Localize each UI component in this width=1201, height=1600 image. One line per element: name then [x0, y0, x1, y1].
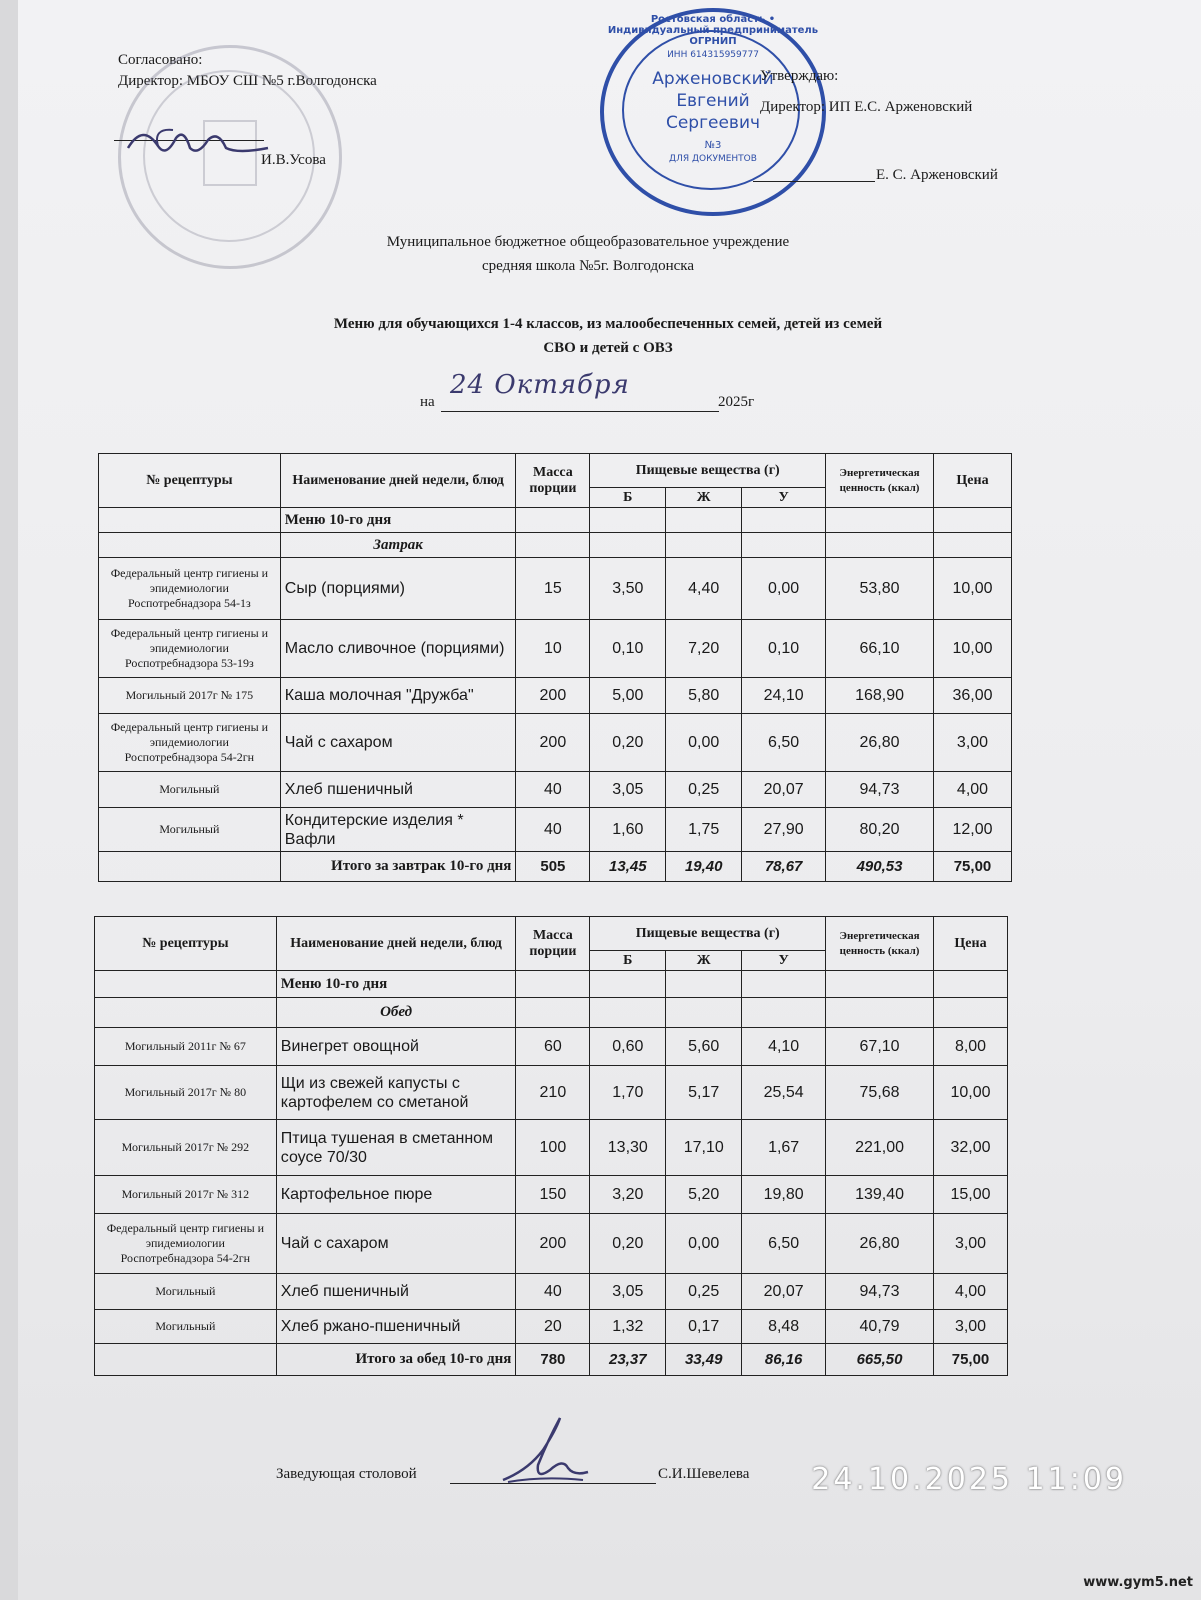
carbs: 25,54 — [742, 1066, 826, 1120]
mass: 40 — [516, 1274, 590, 1310]
header-u: У — [742, 951, 826, 971]
header-nutrients: Пищевые вещества (г) — [590, 917, 826, 951]
site-watermark: www.gym5.net — [1083, 1575, 1193, 1590]
table-row — [99, 808, 1012, 852]
recipe-source: Могильный 2017г № 80 — [95, 1066, 277, 1120]
recipe-source: Могильный — [95, 1310, 277, 1344]
approval-right-label: Утверждаю: — [760, 68, 839, 84]
recipe-source: Федеральный центр гигиены и эпидемиологии Роспотребнадзора 54-2гн — [95, 1214, 277, 1274]
recipe-source: Федеральный центр гигиены и эпидемиологии Роспотребнадзора 54-2гн — [99, 714, 281, 772]
signature-line-right — [753, 181, 875, 182]
table-row — [99, 714, 1012, 772]
dish-name: Хлеб ржано-пшеничный — [276, 1310, 516, 1344]
energy: 94,73 — [826, 1274, 934, 1310]
date-suffix: 2025г — [718, 394, 755, 410]
approval-right — [760, 66, 972, 118]
approval-right-position: Директор: ИП Е.С. Арженовский — [760, 99, 973, 115]
stamp-for-docs: ДЛЯ ДОКУМЕНТОВ — [669, 154, 757, 164]
signature-left-icon — [118, 118, 278, 168]
mass: 15 — [516, 558, 590, 620]
carbs: 0,10 — [742, 620, 826, 678]
recipe-source: Федеральный центр гигиены и эпидемиологии Роспотребнадзора 54-1з — [99, 558, 281, 620]
fat: 5,60 — [666, 1028, 742, 1066]
date-handwritten: 24 Октября — [450, 370, 630, 400]
protein: 0,20 — [590, 714, 666, 772]
carbs: 20,07 — [742, 1274, 826, 1310]
protein: 1,60 — [590, 808, 666, 852]
header-nutrients: Пищевые вещества (г) — [590, 454, 826, 488]
price: 10,00 — [934, 558, 1012, 620]
approval-right-signer: Е. С. Арженовский — [876, 167, 998, 183]
protein: 3,50 — [590, 558, 666, 620]
recipe-source: Федеральный центр гигиены и эпидемиологии Роспотребнадзора 53-19з — [99, 620, 281, 678]
energy: 67,10 — [826, 1028, 934, 1066]
stamp-name-1: Арженовский — [652, 69, 774, 89]
recipe-source: Могильный — [99, 772, 281, 808]
organization-line-1: Муниципальное бюджетное общеобразовательное учреждение — [386, 234, 790, 250]
header-energy: Энергетическая ценность (ккал) — [826, 454, 934, 508]
footer-role: Заведующая столовой — [276, 1466, 417, 1482]
total-label: Итого за обед 10-го дня — [276, 1344, 516, 1376]
protein: 13,30 — [590, 1120, 666, 1176]
section-row — [99, 533, 1012, 558]
fat: 5,17 — [666, 1066, 742, 1120]
approval-left-signer: И.В.Усова — [261, 152, 326, 168]
dish-name: Чай с сахаром — [276, 1214, 516, 1274]
mass: 200 — [516, 714, 590, 772]
header-u: У — [742, 488, 826, 508]
header-dish: Наименование дней недели, блюд — [280, 454, 516, 508]
total-carbs: 78,67 — [742, 852, 826, 882]
header-price: Цена — [934, 454, 1012, 508]
header-recipe: № рецептуры — [99, 454, 281, 508]
energy: 221,00 — [826, 1120, 934, 1176]
total-mass: 780 — [516, 1344, 590, 1376]
footer-signature-icon — [488, 1410, 598, 1490]
organization-name — [318, 232, 858, 277]
total-label: Итого за завтрак 10-го дня — [280, 852, 516, 882]
menu-title-line-1: Меню для обучающихся 1-4 классов, из малообеспеченных семей, детей из семей — [333, 316, 883, 332]
header-zh: Ж — [666, 488, 742, 508]
dish-name: Сыр (порциями) — [280, 558, 516, 620]
organization-line-2: средняя школа №5г. Волгодонска — [481, 258, 695, 274]
day-label-row — [95, 971, 1008, 998]
total-row — [99, 852, 1012, 882]
price: 3,00 — [934, 1310, 1008, 1344]
protein: 0,10 — [590, 620, 666, 678]
header-mass: Масса порции — [516, 454, 590, 508]
price: 3,00 — [934, 1214, 1008, 1274]
stamp-name-2: Евгений — [676, 91, 750, 111]
total-carbs: 86,16 — [742, 1344, 826, 1376]
lunch-table — [94, 916, 1008, 1376]
table-row — [95, 1028, 1008, 1066]
table-row — [95, 1066, 1008, 1120]
carbs: 0,00 — [742, 558, 826, 620]
fat: 0,25 — [666, 1274, 742, 1310]
carbs: 6,50 — [742, 714, 826, 772]
fat: 0,25 — [666, 772, 742, 808]
mass: 10 — [516, 620, 590, 678]
price: 3,00 — [934, 714, 1012, 772]
mass: 100 — [516, 1120, 590, 1176]
recipe-source: Могильный — [99, 808, 281, 852]
day-label-row — [99, 508, 1012, 533]
total-fat: 33,49 — [666, 1344, 742, 1376]
total-energy: 665,50 — [826, 1344, 934, 1376]
day-label: Меню 10-го дня — [280, 508, 516, 533]
mass: 150 — [516, 1176, 590, 1214]
protein: 0,60 — [590, 1028, 666, 1066]
mass: 20 — [516, 1310, 590, 1344]
price: 4,00 — [934, 772, 1012, 808]
stamp-name-3: Сергеевич — [665, 113, 761, 133]
total-fat: 19,40 — [666, 852, 742, 882]
carbs: 27,90 — [742, 808, 826, 852]
table-row — [95, 1214, 1008, 1274]
mass: 210 — [516, 1066, 590, 1120]
header-zh: Ж — [666, 951, 742, 971]
energy: 94,73 — [826, 772, 934, 808]
date-prefix: на — [420, 394, 435, 410]
total-price: 75,00 — [934, 1344, 1008, 1376]
price: 8,00 — [934, 1028, 1008, 1066]
energy: 40,79 — [826, 1310, 934, 1344]
total-row — [95, 1344, 1008, 1376]
dish-name: Масло сливочное (порциями) — [280, 620, 516, 678]
header-energy: Энергетическая ценность (ккал) — [826, 917, 934, 971]
header-price: Цена — [934, 917, 1008, 971]
mass: 40 — [516, 772, 590, 808]
document-sheet — [18, 0, 1201, 1600]
table-row — [95, 1274, 1008, 1310]
dish-name: Щи из свежей капусты с картофелем со сметаной — [276, 1066, 516, 1120]
table-row — [95, 1120, 1008, 1176]
menu-title-line-2: СВО и детей с ОВЗ — [543, 340, 673, 356]
header-dish: Наименование дней недели, блюд — [276, 917, 516, 971]
table-row — [99, 620, 1012, 678]
section-label: Обед — [276, 998, 516, 1028]
table-row — [99, 678, 1012, 714]
total-protein: 13,45 — [590, 852, 666, 882]
recipe-source: Могильный 2011г № 67 — [95, 1028, 277, 1066]
fat: 0,17 — [666, 1310, 742, 1344]
table-row — [95, 1310, 1008, 1344]
dish-name: Каша молочная "Дружба" — [280, 678, 516, 714]
energy: 66,10 — [826, 620, 934, 678]
approval-left-position: Директор: МБОУ СШ №5 г.Волгодонска — [118, 73, 377, 89]
carbs: 6,50 — [742, 1214, 826, 1274]
mass: 60 — [516, 1028, 590, 1066]
price: 10,00 — [934, 1066, 1008, 1120]
photo-timestamp: 24.10.2025 11:09 — [811, 1462, 1127, 1497]
protein: 5,00 — [590, 678, 666, 714]
price: 4,00 — [934, 1274, 1008, 1310]
fat: 17,10 — [666, 1120, 742, 1176]
price: 10,00 — [934, 620, 1012, 678]
dish-name: Кондитерские изделия * Вафли — [280, 808, 516, 852]
dish-name: Картофельное пюре — [276, 1176, 516, 1214]
protein: 1,70 — [590, 1066, 666, 1120]
recipe-source: Могильный — [95, 1274, 277, 1310]
protein: 3,20 — [590, 1176, 666, 1214]
stamp-number: №3 — [704, 140, 722, 151]
stamp-ring-text: Ростовская область • Индивидуальный предприниматель ОГРНИП — [607, 14, 819, 47]
energy: 139,40 — [826, 1176, 934, 1214]
recipe-source: Могильный 2017г № 175 — [99, 678, 281, 714]
fat: 7,20 — [666, 620, 742, 678]
fat: 0,00 — [666, 1214, 742, 1274]
total-price: 75,00 — [934, 852, 1012, 882]
mass: 200 — [516, 678, 590, 714]
approval-left-label: Согласовано: — [118, 52, 203, 68]
header-b: Б — [590, 951, 666, 971]
protein: 0,20 — [590, 1214, 666, 1274]
fat: 5,80 — [666, 678, 742, 714]
recipe-source: Могильный 2017г № 312 — [95, 1176, 277, 1214]
date-line — [441, 411, 719, 412]
dish-name: Птица тушеная в сметанном соусе 70/30 — [276, 1120, 516, 1176]
footer-signer: С.И.Шевелева — [658, 1466, 750, 1482]
breakfast-table — [98, 453, 1012, 882]
recipe-source: Могильный 2017г № 292 — [95, 1120, 277, 1176]
fat: 0,00 — [666, 714, 742, 772]
menu-title — [198, 314, 1018, 359]
dish-name: Хлеб пшеничный — [276, 1274, 516, 1310]
price: 12,00 — [934, 808, 1012, 852]
price: 32,00 — [934, 1120, 1008, 1176]
header-b: Б — [590, 488, 666, 508]
total-mass: 505 — [516, 852, 590, 882]
header-mass: Масса порции — [516, 917, 590, 971]
protein: 3,05 — [590, 772, 666, 808]
protein: 3,05 — [590, 1274, 666, 1310]
table-row — [99, 772, 1012, 808]
carbs: 19,80 — [742, 1176, 826, 1214]
energy: 53,80 — [826, 558, 934, 620]
table-row — [99, 558, 1012, 620]
table-header-row — [95, 917, 1008, 951]
header-recipe: № рецептуры — [95, 917, 277, 971]
carbs: 24,10 — [742, 678, 826, 714]
stamp-inn: ИНН 614315959777 — [667, 50, 759, 60]
dish-name: Хлеб пшеничный — [280, 772, 516, 808]
fat: 5,20 — [666, 1176, 742, 1214]
mass: 200 — [516, 1214, 590, 1274]
day-label: Меню 10-го дня — [276, 971, 516, 998]
table-row — [95, 1176, 1008, 1214]
energy: 26,80 — [826, 1214, 934, 1274]
price: 36,00 — [934, 678, 1012, 714]
total-energy: 490,53 — [826, 852, 934, 882]
section-label: Затрак — [280, 533, 516, 558]
energy: 168,90 — [826, 678, 934, 714]
carbs: 4,10 — [742, 1028, 826, 1066]
mass: 40 — [516, 808, 590, 852]
dish-name: Винегрет овощной — [276, 1028, 516, 1066]
carbs: 8,48 — [742, 1310, 826, 1344]
energy: 26,80 — [826, 714, 934, 772]
total-protein: 23,37 — [590, 1344, 666, 1376]
carbs: 20,07 — [742, 772, 826, 808]
energy: 80,20 — [826, 808, 934, 852]
table-header-row — [99, 454, 1012, 488]
carbs: 1,67 — [742, 1120, 826, 1176]
section-row — [95, 998, 1008, 1028]
protein: 1,32 — [590, 1310, 666, 1344]
price: 15,00 — [934, 1176, 1008, 1214]
energy: 75,68 — [826, 1066, 934, 1120]
dish-name: Чай с сахаром — [280, 714, 516, 772]
fat: 1,75 — [666, 808, 742, 852]
fat: 4,40 — [666, 558, 742, 620]
